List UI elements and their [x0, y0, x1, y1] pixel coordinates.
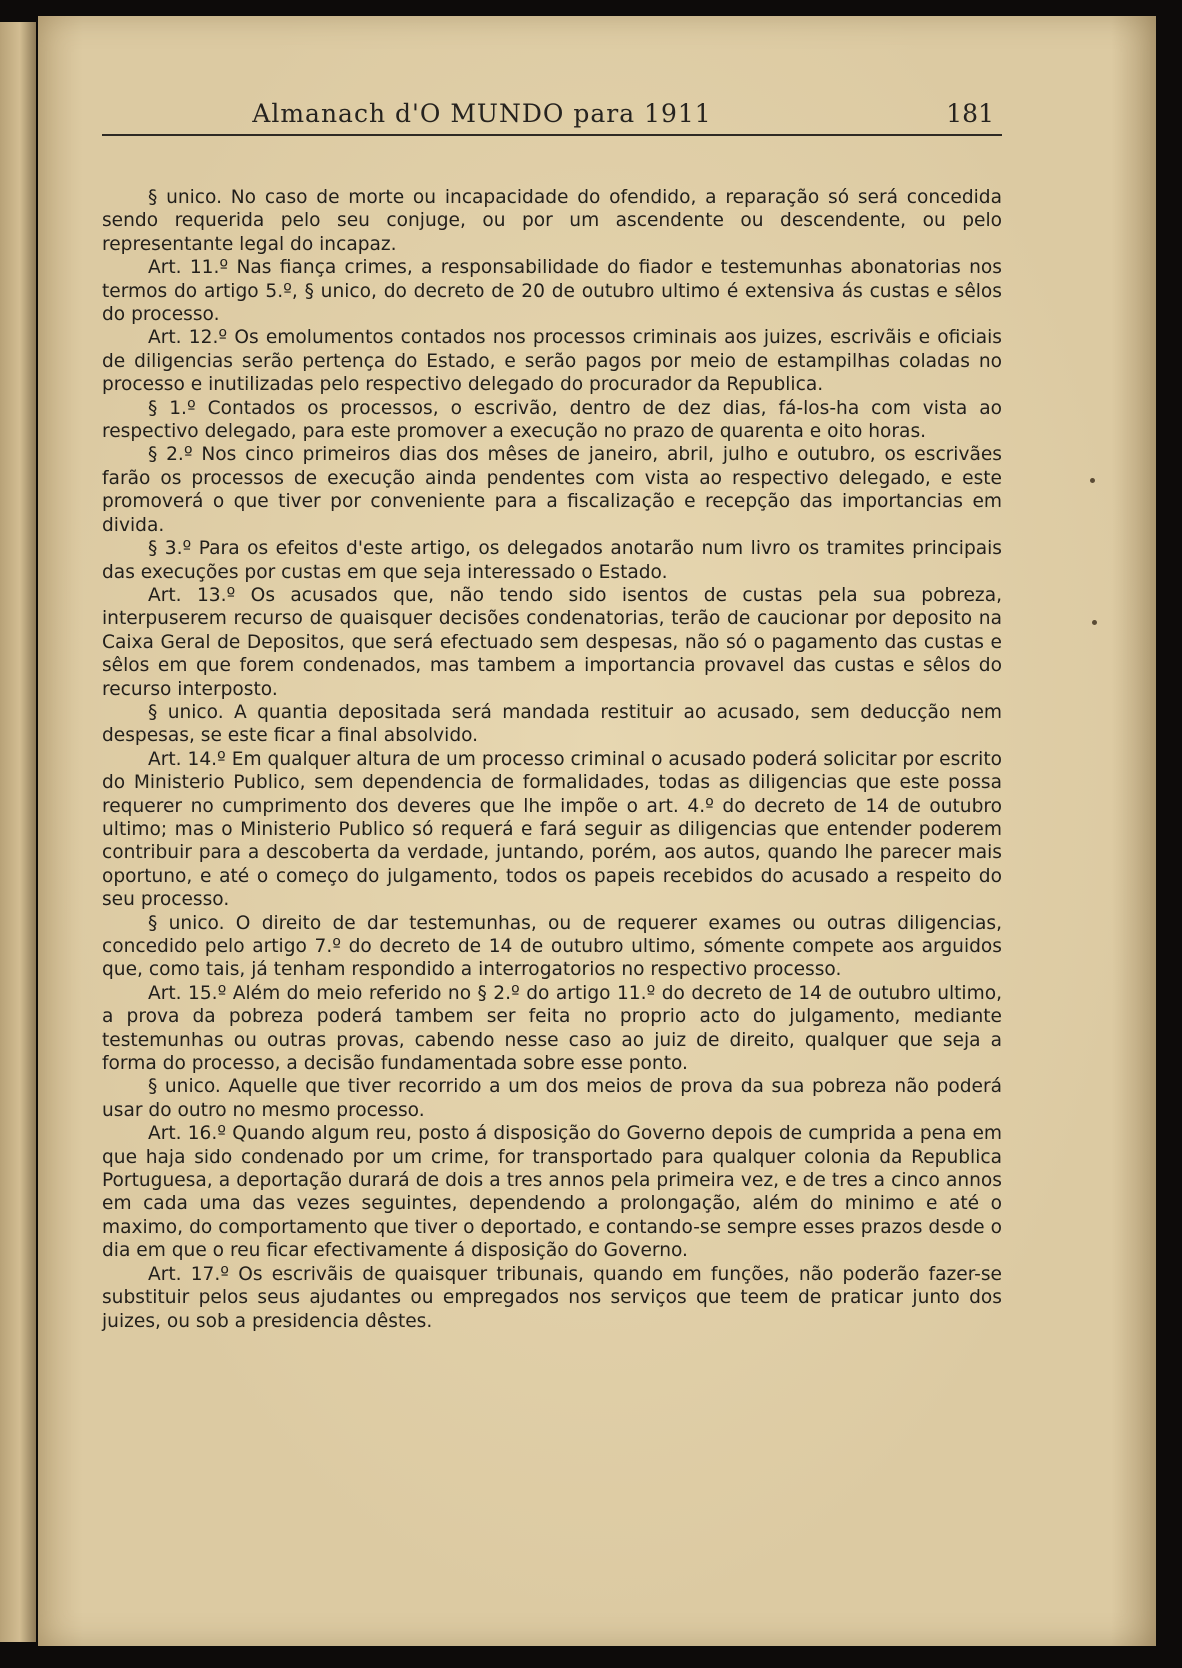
paragraph-art-16: Art. 16.º Quando algum reu, posto á disposição do Governo depois de cumprida a pena em que haja sido condenado por um crime, for transportado para qualquer colonia da Republica Portuguesa, a deportação durará de dois a tres annos pela primeira vez, e de tres a cinco annos em cada uma das vezes seguintes, dependendo a prolongação, além do minimo e até o maximo, do comportamento que tiver o deportado, e contando-se sempre esses prazos desde o dia em que o reu ficar efectivamente á disposição do Governo.: [102, 1123, 1002, 1262]
article-body: [102, 186, 1002, 1333]
paragraph-art-15-unico: § unico. Aquelle que tiver recorrido a um dos meios de prova da sua pobreza não poderá usar do outro no mesmo processo.: [102, 1076, 1002, 1121]
paragraph-unico-1: § unico. No caso de morte ou incapacidade do ofendido, a reparação só será concedida sendo requerida pelo seu conjuge, ou por um ascendente ou descendente, ou pelo representante legal do incapaz.: [102, 187, 1002, 255]
page-number: 181: [946, 99, 994, 128]
paragraph-art-14: Art. 14.º Em qualquer altura de um processo criminal o acusado poderá solicitar por escrito do Ministerio Publico, sem dependencia de formalidades, todas as diligencias que este possa requerer no cumprimento dos deveres que lhe impõe o art. 4.º do decreto de 14 de outubro ultimo; mas o Ministerio Publico só requerá e fará seguir as diligencias que entender poderem contribuir para a descoberta da verdade, juntando, porém, aos autos, quando lhe parecer mais oportuno, e até o começo do julgamento, todos os papeis recebidos do acusado a respeito do seu processo.: [102, 748, 1002, 911]
paragraph-art-12: Art. 12.º Os emolumentos contados nos processos criminais aos juizes, escrivãis e oficiais de diligencias serão pertença do Estado, e serão pagos por meio de estampilhas coladas no processo e inutilizadas pelo respectivo delegado do procurador da Republica.: [102, 327, 1002, 396]
paper-speck: [1090, 478, 1095, 483]
paragraph-art-14-unico: § unico. O direito de dar testemunhas, ou de requerer exames ou outras diligencias, concedido pelo artigo 7.º do decreto de 14 de outubro ultimo, sómente compete aos arguidos que, como tais, já tenham respondido a interrogatorios no respectivo processo.: [102, 912, 1002, 981]
paragraph-art-11: Art. 11.º Nas fiança crimes, a responsabilidade do fiador e testemunhas abonatorias nos termos do artigo 5.º, § unico, do decreto de 20 de outubro ultimo é extensiva ás custas e sêlos do processo.: [102, 257, 1002, 326]
facing-page-edge: [0, 22, 36, 1642]
paragraph-art-15: Art. 15.º Além do meio referido no § 2.º do artigo 11.º do decreto de 14 de outubro ultimo, a prova da pobreza poderá tambem ser feita no proprio acto do julgamento, mediante testemunhas ou outras provas, cabendo nesse caso ao juiz de direito, qualquer que seja a forma do processo, a decisão fundamentada sobre esse ponto.: [102, 982, 1002, 1075]
paragraph-art-17: Art. 17.º Os escrivãis de quaisquer tribunais, quando em funções, não poderão fazer-se substituir pelos seus ajudantes ou empregados nos serviços que teem de praticar junto dos juizes, ou sob a presidencia dêstes.: [102, 1263, 1002, 1332]
paragraph-art-13-unico: § unico. A quantia depositada será mandada restituir ao acusado, sem deducção nem despesas, se este ficar a final absolvido.: [102, 701, 1002, 747]
paragraph-art-12-s3: § 3.º Para os efeitos d'este artigo, os delegados anotarão num livro os tramites principais das execuções por custas em que seja interessado o Estado.: [102, 538, 1002, 583]
paper-speck: [1092, 620, 1097, 625]
paragraph-art-13: Art. 13.º Os acusados que, não tendo sido isentos de custas pela sua pobreza, interpuserem recurso de quaisquer decisões condenatorias, terão de caucionar por deposito na Caixa Geral de Depositos, que será efectuado sem despesas, não só o pagamento das custas e sêlos em que forem condenados, mas tambem a importancia provavel das custas e sêlos do recurso interposto.: [102, 584, 1002, 700]
running-header: [102, 94, 1002, 136]
running-header-title: Almanach d'O MUNDO para 1911: [252, 99, 712, 128]
paragraph-art-12-s2: § 2.º Nos cinco primeiros dias dos mêses de janeiro, abril, julho e outubro, os escrivães farão os processos de execução ainda pendentes com vista ao respectivo delegado, e este promoverá o que tiver por conveniente para a fiscalização e recepção das importancias em divida.: [102, 444, 1002, 536]
paragraph-art-12-s1: § 1.º Contados os processos, o escrivão, dentro de dez dias, fá-los-ha com vista ao respectivo delegado, para este promover a execução no prazo de quarenta e oito horas.: [102, 397, 1002, 443]
